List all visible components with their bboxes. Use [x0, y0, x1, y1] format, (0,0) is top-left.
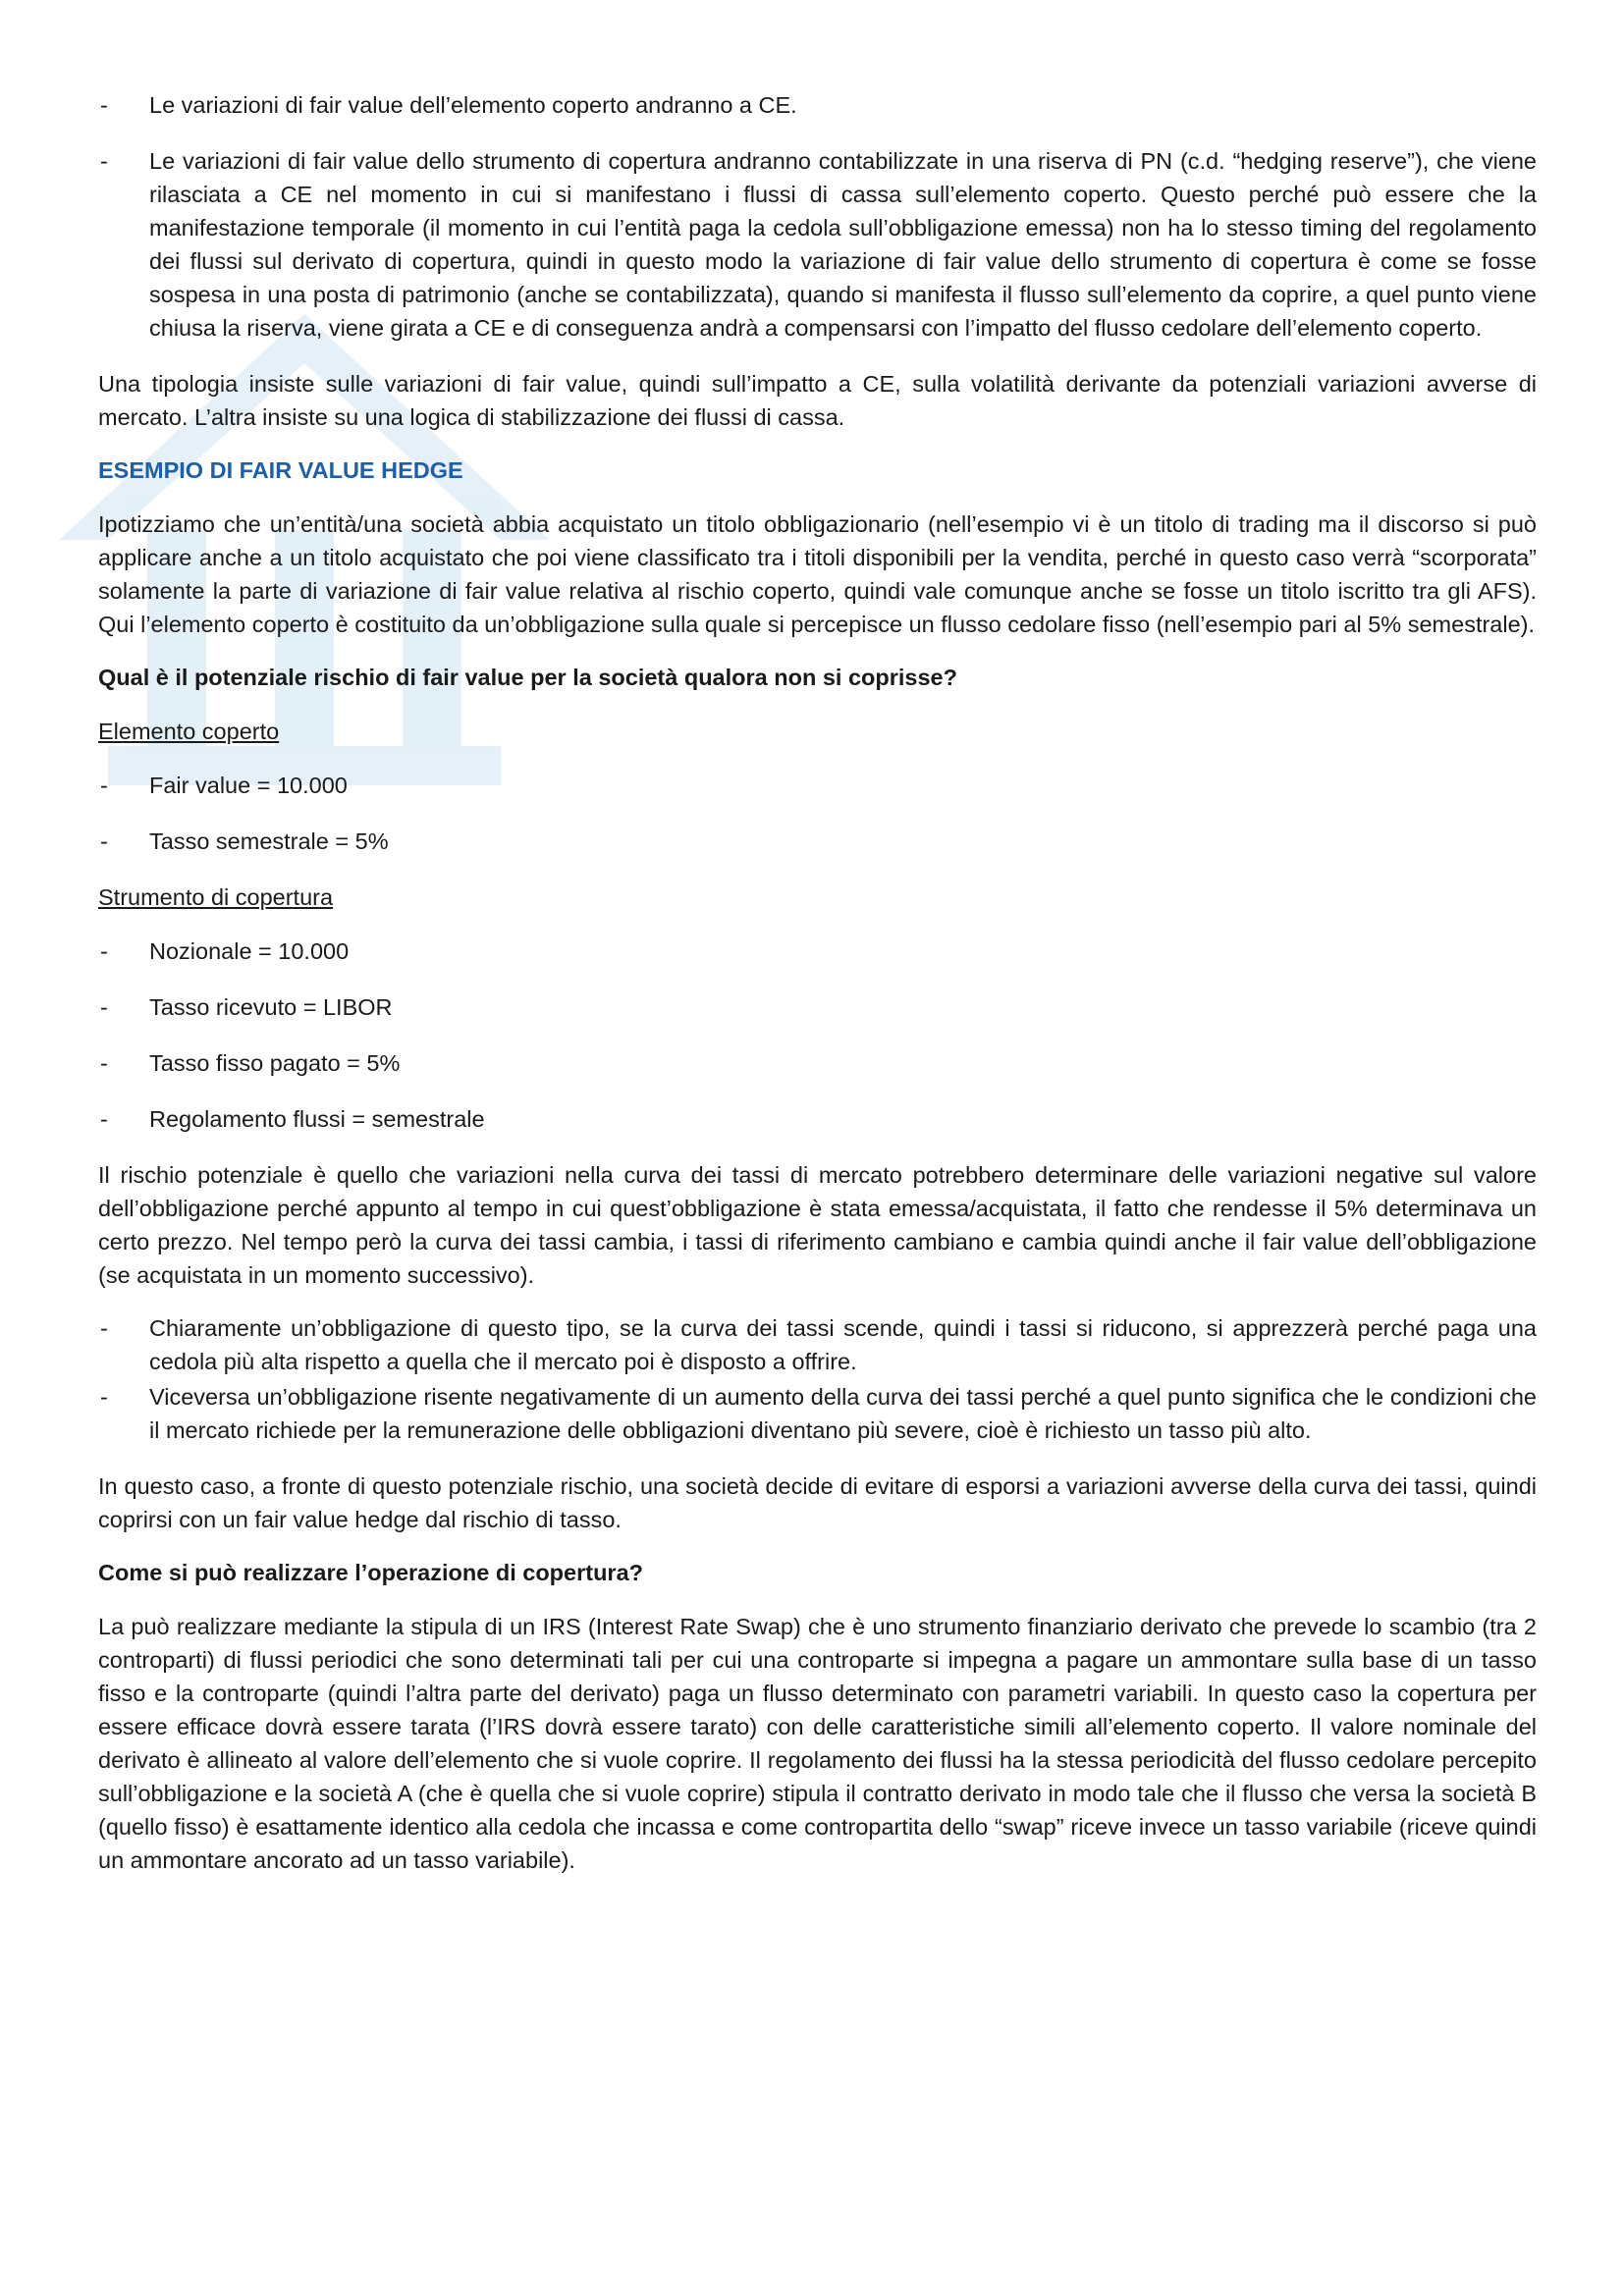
bullet-dash: - — [100, 994, 108, 1020]
bullet-dash: - — [100, 148, 108, 174]
paragraph-risk: Il rischio potenziale è quello che variazioni nella curva dei tassi di mercato potrebbero determinare delle variazioni negative sul valore dell’obbligazione perché appunto al tempo in cui quest’obbligazione è stata emessa/acquistata, il fatto che rendesse il 5% determinava un certo prezzo. Nel tempo però la curva dei tassi cambia, i tassi di riferimento cambiano e cambia quindi anche il fair value dell’obbligazione (se acquistata in un momento successivo). — [98, 1162, 1537, 1288]
list-item-text: Regolamento flussi = semestrale — [149, 1106, 485, 1132]
list-item-text: Tasso semestrale = 5% — [149, 828, 389, 854]
list-item-text: Le variazioni di fair value dell’elemento coperto andranno a CE. — [149, 92, 797, 118]
document-page — [98, 88, 1537, 1896]
list-item-text: Viceversa un’obbligazione risente negativamente di un aumento della curva dei tassi perché a quel punto significa che le condizioni che il mercato richiede per la remunerazione delle obbligazioni diventano più severe, cioè è richiesto un tasso più alto. — [149, 1384, 1537, 1443]
bullet-dash: - — [100, 92, 108, 118]
list-item-text: Chiaramente un’obbligazione di questo tipo, se la curva dei tassi scende, quindi i tassi si riducono, si apprezzerà perché paga una cedola più alta rispetto a quella che il mercato poi è disposto a offrire. — [149, 1315, 1537, 1374]
paragraph-decision: In questo caso, a fronte di questo potenziale rischio, una società decide di evitare di esporsi a variazioni avverse della curva dei tassi, quindi coprirsi con un fair value hedge dal rischio di tasso. — [98, 1473, 1537, 1532]
list-item — [98, 88, 1537, 122]
paragraph-example: Ipotizziamo che un’entità/una società abbia acquistato un titolo obbligazionario (nell’esempio vi è un titolo di trading ma il discorso si può applicare anche a un titolo acquistato che poi viene classificato tra i titoli disponibili per la vendita, perché in questo caso verrà “scorporata” solamente la parte di variazione di fair value relativa al rischio coperto, quindi vale comunque anche se fosse un titolo iscritto tra gli AFS). Qui l’elemento coperto è costituito da un’obbligazione sulla quale si percepisce un flusso cedolare fisso (nell’esempio pari al 5% semestrale). — [98, 511, 1537, 637]
list-item-text: Fair value = 10.000 — [149, 773, 348, 798]
hedging-instrument-title: Strumento di copertura — [98, 884, 334, 910]
bullet-dash: - — [100, 1315, 108, 1341]
section-heading: ESEMPIO DI FAIR VALUE HEDGE — [98, 457, 463, 483]
list-item-text: Nozionale = 10.000 — [149, 938, 350, 964]
paragraph-typology: Una tipologia insiste sulle variazioni di fair value, quindi sull’impatto a CE, sulla volatilità derivante da potenziali variazioni avverse di mercato. L’altra insiste su una logica di stabilizzazione dei flussi di cassa. — [98, 371, 1537, 430]
bullet-dash: - — [100, 1384, 108, 1410]
list-item — [98, 1046, 1537, 1080]
hedged-item-title: Elemento coperto — [98, 719, 280, 744]
bullet-dash: - — [100, 938, 108, 964]
list-item — [98, 990, 1537, 1024]
bullet-dash: - — [100, 1050, 108, 1076]
question-heading: Qual è il potenziale rischio di fair value per la società qualora non si coprisse? — [98, 665, 957, 690]
paragraph-irs: La può realizzare mediante la stipula di un IRS (Interest Rate Swap) che è uno strumento finanziario derivato che prevede lo scambio (tra 2 controparti) di flussi periodici che sono determinati tali per cui una controparte si impegna a pagare un ammontare sulla base di un tasso fisso e la controparte (quindi l’altra parte del derivato) paga un flusso determinato con parametri variabili. In questo caso la copertura per essere efficace dovrà essere tarata (l’IRS dovrà essere tarato) con delle caratteristiche simili all’elemento coperto. Il valore nominale del derivato è allineato al valore dell’elemento che si vuole coprire. Il regolamento dei flussi ha la stessa periodicità del flusso cedolare percepito sull’obbligazione e la società A (che è quella che si vuole coprire) stipula il contratto derivato in modo tale che il flusso che versa la società B (quello fisso) è esattamente identico alla cedola che incassa e come contropartita dello “swap” riceve invece un tasso variabile (riceve quindi un ammontare ancorato ad un tasso variabile). — [98, 1614, 1537, 1873]
list-item-text: Le variazioni di fair value dello strumento di copertura andranno contabilizzate in una riserva di PN (c.d. “hedging reserve”), che viene rilasciata a CE nel momento in cui si manifestano i flussi di cassa sull’elemento coperto. Questo perché può essere che la manifestazione temporale (il momento in cui l’entità paga la cedola sull’obbligazione emessa) non ha lo stesso timing del regolamento dei flussi sul derivato di copertura, quindi in questo modo la variazione di fair value dello strumento di copertura è come se fosse sospesa in una posta di patrimonio (anche se contabilizzata), quando si manifesta il flusso sull’elemento da coprire, a quel punto viene chiusa la riserva, viene girata a CE e di conseguenza andrà a compensarsi con l’impatto del flusso cedolare dell’elemento coperto. — [149, 148, 1537, 341]
list-item — [98, 934, 1537, 968]
list-item — [98, 1102, 1537, 1136]
list-item-text: Tasso fisso pagato = 5% — [149, 1050, 401, 1076]
list-item — [98, 1380, 1537, 1447]
question-heading: Come si può realizzare l’operazione di copertura? — [98, 1560, 643, 1585]
list-item — [98, 144, 1537, 345]
list-item — [98, 825, 1537, 858]
bullet-dash: - — [100, 773, 108, 798]
bullet-dash: - — [100, 828, 108, 854]
list-item-text: Tasso ricevuto = LIBOR — [149, 994, 393, 1020]
bullet-dash: - — [100, 1106, 108, 1132]
list-item — [98, 769, 1537, 802]
list-item — [98, 1311, 1537, 1378]
